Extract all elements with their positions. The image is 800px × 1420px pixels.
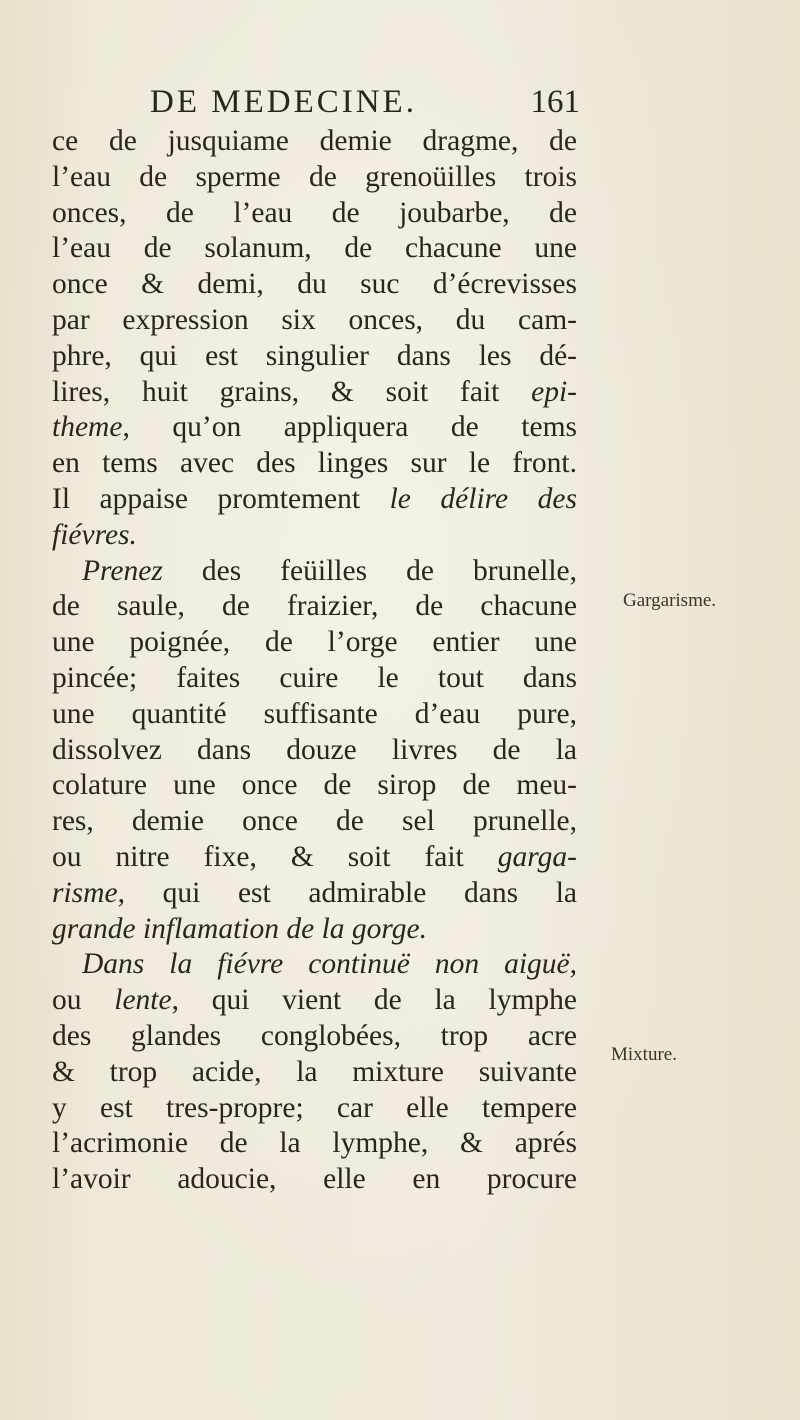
text-line — [52, 840, 577, 876]
text-segment: une quantité suffisante d’eau pure, — [52, 697, 577, 730]
text-line — [52, 1019, 577, 1055]
text-segment: , qui est admirable dans la — [117, 876, 577, 909]
text-segment: Prenez — [82, 554, 163, 587]
text-segment: le délire des — [389, 482, 577, 515]
text-line — [52, 339, 577, 375]
text-segment: lente — [114, 984, 172, 1017]
text-segment: risme — [52, 876, 118, 909]
text-segment: des feüilles de brunelle, — [162, 554, 577, 587]
text-segment: ou — [52, 984, 115, 1017]
text-segment: par expression six onces, du cam- — [52, 303, 577, 336]
text-segment: Dans la fiévre continuë non aiguë, — [82, 948, 577, 981]
text-line — [52, 1091, 577, 1127]
text-segment: onces, de l’eau de joubarbe, de — [52, 196, 577, 229]
text-line — [52, 518, 577, 554]
text-segment: en tems avec des linges sur le front. — [52, 447, 577, 480]
page-header — [150, 84, 580, 124]
text-segment: pincée; faites cuire le tout dans — [52, 661, 577, 694]
text-line — [52, 876, 577, 912]
text-segment: dissolvez dans douze livres de la — [52, 733, 577, 766]
text-line — [52, 124, 577, 160]
text-segment: ce de jusquiame demie dragme, de — [52, 125, 577, 157]
text-line — [52, 804, 577, 840]
text-segment: , qui vient de la lymphe — [171, 984, 577, 1017]
text-segment: res, demie once de sel prunelle, — [52, 805, 577, 838]
text-line — [52, 947, 577, 983]
text-line — [52, 983, 577, 1019]
text-segment: epi- — [531, 375, 577, 408]
text-line — [52, 912, 577, 948]
text-segment: once & demi, du suc d’écrevisses — [52, 268, 577, 301]
text-line — [52, 733, 577, 769]
text-segment: y est tres-propre; car elle tempere — [52, 1091, 577, 1124]
text-line — [52, 697, 577, 733]
text-segment: fiévres. — [52, 518, 137, 551]
text-segment: garga- — [497, 840, 577, 873]
page-number: 161 — [530, 84, 580, 120]
text-line — [52, 196, 577, 232]
text-line — [52, 446, 577, 482]
text-segment: une poignée, de l’orge entier une — [52, 626, 577, 659]
text-segment: lires, huit grains, & soit fait — [52, 375, 532, 408]
text-line — [52, 554, 577, 590]
text-segment: theme — [52, 411, 123, 444]
text-segment: ou nitre fixe, & soit fait — [52, 840, 498, 873]
text-line — [52, 1162, 577, 1198]
text-line — [52, 661, 577, 697]
body-text — [52, 124, 577, 1198]
text-line — [52, 1055, 577, 1091]
text-segment: grande inflamation de la gorge. — [52, 912, 428, 945]
text-segment: , qu’on appliquera de tems — [122, 411, 577, 444]
text-segment: phre, qui est singulier dans les dé- — [52, 339, 577, 372]
text-line — [52, 303, 577, 339]
text-segment: l’eau de solanum, de chacune une — [52, 232, 577, 265]
text-segment: des glandes conglobées, trop acre — [52, 1019, 577, 1052]
text-segment: Il appaise promtement — [52, 482, 390, 515]
text-line — [52, 231, 577, 267]
text-segment: l’avoir adoucie, elle en procure — [52, 1163, 577, 1196]
text-segment: & trop acide, la mixture suivante — [52, 1055, 577, 1088]
text-line — [52, 625, 577, 661]
text-line — [52, 160, 577, 196]
margin-note-mixture: Mixture. — [611, 1044, 677, 1065]
text-segment: colature une once de sirop de meu- — [52, 769, 577, 802]
text-segment: de saule, de fraizier, de chacune — [52, 590, 577, 623]
text-line — [52, 482, 577, 518]
text-segment: l’eau de sperme de grenoüilles trois — [52, 160, 577, 193]
text-segment: l’acrimonie de la lymphe, & aprés — [52, 1127, 577, 1160]
running-title: DE MEDECINE. — [150, 84, 417, 120]
text-line — [52, 768, 577, 804]
text-line — [52, 589, 577, 625]
text-line — [52, 375, 577, 411]
text-line — [52, 410, 577, 446]
text-line — [52, 1126, 577, 1162]
text-line — [52, 267, 577, 303]
margin-note-gargarisme: Gargarisme. — [623, 590, 717, 611]
